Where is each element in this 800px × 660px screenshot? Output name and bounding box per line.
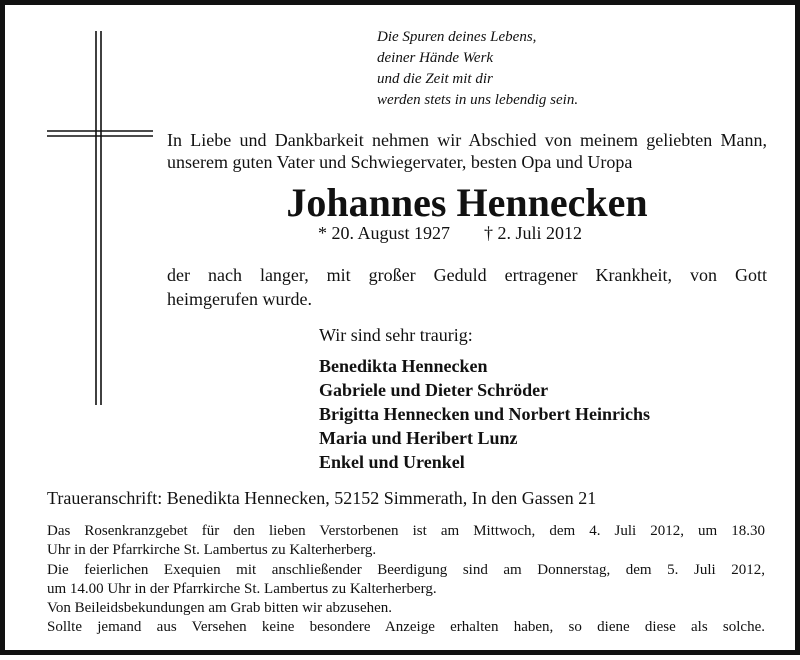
mourning-address: Traueranschrift: Benedikta Hennecken, 52152 Simmerath, In den Gassen 21: [47, 488, 597, 508]
intro-text: In Liebe und Dankbarkeit nehmen wir Abschied von meinem geliebten Mann, unserem guten Vater und Schwiegervater, besten Opa und Uropa: [167, 130, 767, 172]
death-date: † 2. Juli 2012: [484, 223, 583, 243]
poem-line: Die Spuren deines Lebens,: [377, 29, 537, 45]
service-notes: [47, 522, 765, 638]
deceased-name: Johannes Hennecken: [286, 180, 648, 225]
notes-line: Das Rosenkranzgebet für den lieben Verstorbenen ist am Mittwoch, dem 4. Juli 2012, um 18.30: [47, 523, 765, 539]
mourner-name: Maria und Heribert Lunz: [319, 428, 518, 448]
poem-line: werden stets in uns lebendig sein.: [377, 92, 579, 108]
passage-text: [167, 263, 767, 311]
passage-line: der nach langer, mit großer Geduld ertragener Krankheit, von Gott: [167, 265, 767, 285]
mourner-name: Benedikta Hennecken: [319, 356, 488, 376]
passage-line: heimgerufen wurde.: [167, 289, 312, 309]
mourner-name: Brigitta Hennecken und Norbert Heinrichs: [319, 404, 650, 424]
mourners-intro: Wir sind sehr traurig:: [319, 325, 473, 345]
mourners-list: [319, 354, 650, 474]
notes-line: Uhr in der Pfarrkirche St. Lambertus zu Kalterherberg.: [47, 542, 377, 559]
notes-line: Sollte jemand aus Versehen keine besondere Anzeige erhalten haben, so diene diese als solche.: [47, 619, 765, 636]
mourner-name: Gabriele und Dieter Schröder: [319, 380, 549, 400]
notes-line: um 14.00 Uhr in der Pfarrkirche St. Lambertus zu Kalterherberg.: [47, 580, 437, 597]
memorial-poem: [377, 27, 578, 111]
poem-line: deiner Hände Werk: [377, 50, 494, 66]
notes-line: Von Beileidsbekundungen am Grab bitten wir abzusehen.: [47, 600, 393, 617]
birth-date: * 20. August 1927: [318, 223, 451, 243]
notes-line: Die feierlichen Exequien mit anschließender Beerdigung sind am Donnerstag, dem 5. Juli 2012,: [47, 561, 765, 578]
mourner-name: Enkel und Urenkel: [319, 452, 465, 472]
life-dates: [318, 221, 582, 245]
poem-line: und die Zeit mit dir: [377, 71, 493, 87]
